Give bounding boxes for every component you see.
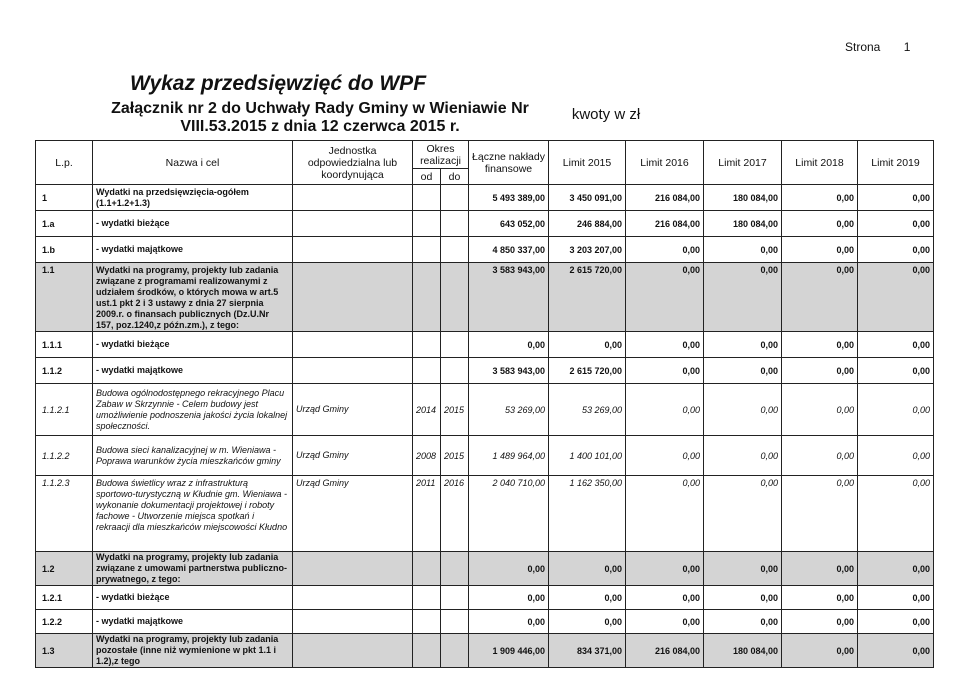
- cell-from: 2011: [413, 476, 441, 552]
- cell-total: 2 040 710,00: [469, 476, 549, 552]
- cell-from: [413, 552, 441, 586]
- table-row: [36, 586, 934, 610]
- cell-l2018: 0,00: [782, 237, 858, 263]
- cell-total: 3 583 943,00: [469, 358, 549, 384]
- cell-lp: 1.1.2.2: [36, 436, 93, 476]
- cell-from: [413, 237, 441, 263]
- cell-name: Budowa sieci kanalizacyjnej w m. Wieniawa - Poprawa warunków życia mieszkańców gminy: [93, 436, 293, 476]
- cell-lp: 1.1.2.3: [36, 476, 93, 552]
- cell-l2017: 0,00: [704, 436, 782, 476]
- cell-lp: 1.1.2: [36, 358, 93, 384]
- cell-total: 4 850 337,00: [469, 237, 549, 263]
- amount-units: kwoty w zł: [571, 106, 641, 123]
- cell-l2016: 0,00: [626, 552, 704, 586]
- cell-l2019: 0,00: [858, 634, 934, 668]
- cell-l2016: 0,00: [626, 384, 704, 436]
- cell-name: - wydatki majątkowe: [93, 358, 293, 384]
- cell-name: - wydatki bieżące: [93, 211, 293, 237]
- cell-name: - wydatki bieżące: [93, 332, 293, 358]
- cell-name: - wydatki majątkowe: [93, 237, 293, 263]
- cell-l2018: 0,00: [782, 384, 858, 436]
- cell-l2015: 2 615 720,00: [549, 358, 626, 384]
- cell-name: Wydatki na programy, projekty lub zadania związane z umowami partnerstwa publiczno-prywatnego, z tego:: [93, 552, 293, 586]
- cell-from: [413, 211, 441, 237]
- cell-to: [441, 263, 469, 332]
- cell-l2019: 0,00: [858, 185, 934, 211]
- cell-total: 1 489 964,00: [469, 436, 549, 476]
- cell-total: 53 269,00: [469, 384, 549, 436]
- cell-name: - wydatki majątkowe: [93, 610, 293, 634]
- cell-name: Budowa świetlicy wraz z infrastrukturą sportowo-turystyczną w Kłudnie gm. Wieniawa - wykonanie dokumentacji projektowej i roboty fachowe - Utworzenie miejsca spotkań i rekraacji dla mieszkańców miejscowości Kłudno: [93, 476, 293, 552]
- table-row: [36, 436, 934, 476]
- table-row: [36, 358, 934, 384]
- cell-to: [441, 634, 469, 668]
- document-title: Wykaz przedsięwzięć do WPF: [130, 72, 427, 95]
- cell-l2018: 0,00: [782, 586, 858, 610]
- cell-l2019: 0,00: [858, 358, 934, 384]
- cell-l2015: 3 203 207,00: [549, 237, 626, 263]
- cell-unit: Urząd Gminy: [293, 384, 413, 436]
- table-row: [36, 263, 934, 332]
- cell-total: 1 909 446,00: [469, 634, 549, 668]
- cell-l2018: 0,00: [782, 211, 858, 237]
- cell-l2017: 0,00: [704, 332, 782, 358]
- cell-unit: [293, 185, 413, 211]
- cell-l2018: 0,00: [782, 610, 858, 634]
- cell-from: [413, 263, 441, 332]
- cell-name: Wydatki na przedsięwzięcia-ogółem (1.1+1.2+1.3): [93, 185, 293, 211]
- cell-to: 2016: [441, 476, 469, 552]
- cell-unit: [293, 610, 413, 634]
- cell-l2019: 0,00: [858, 552, 934, 586]
- cell-lp: 1: [36, 185, 93, 211]
- cell-l2017: 180 084,00: [704, 185, 782, 211]
- table-body: [36, 185, 934, 668]
- cell-l2016: 216 084,00: [626, 211, 704, 237]
- cell-l2018: 0,00: [782, 358, 858, 384]
- cell-l2015: 53 269,00: [549, 384, 626, 436]
- cell-l2019: 0,00: [858, 610, 934, 634]
- cell-l2018: 0,00: [782, 634, 858, 668]
- cell-unit: [293, 211, 413, 237]
- cell-l2018: 0,00: [782, 332, 858, 358]
- cell-total: 0,00: [469, 552, 549, 586]
- cell-to: [441, 610, 469, 634]
- cell-l2019: 0,00: [858, 263, 934, 332]
- cell-unit: [293, 552, 413, 586]
- cell-total: 643 052,00: [469, 211, 549, 237]
- table-row: [36, 332, 934, 358]
- cell-l2016: 0,00: [626, 263, 704, 332]
- document-subtitle: Załącznik nr 2 do Uchwały Rady Gminy w Wieniawie Nr VIII.53.2015 z dnia 12 czerwca 2015 r.: [111, 100, 529, 135]
- cell-total: 0,00: [469, 332, 549, 358]
- cell-lp: 1.1.2.1: [36, 384, 93, 436]
- table-row: [36, 211, 934, 237]
- cell-total: 0,00: [469, 586, 549, 610]
- table-row: [36, 552, 934, 586]
- cell-to: [441, 211, 469, 237]
- cell-l2019: 0,00: [858, 586, 934, 610]
- cell-l2016: 0,00: [626, 332, 704, 358]
- cell-name: Wydatki na programy, projekty lub zadania pozostałe (inne niż wymienione w pkt 1.1 i 1.2),z tego: [93, 634, 293, 668]
- cell-l2016: 0,00: [626, 476, 704, 552]
- cell-lp: 1.3: [36, 634, 93, 668]
- cell-l2015: 834 371,00: [549, 634, 626, 668]
- cell-l2017: 180 084,00: [704, 634, 782, 668]
- table-row: [36, 610, 934, 634]
- cell-lp: 1.1.1: [36, 332, 93, 358]
- cell-l2016: 0,00: [626, 358, 704, 384]
- cell-l2015: 1 162 350,00: [549, 476, 626, 552]
- cell-l2016: 0,00: [626, 586, 704, 610]
- cell-to: 2015: [441, 436, 469, 476]
- cell-l2019: 0,00: [858, 332, 934, 358]
- cell-from: 2014: [413, 384, 441, 436]
- cell-l2015: 0,00: [549, 332, 626, 358]
- cell-total: 5 493 389,00: [469, 185, 549, 211]
- cell-l2017: 0,00: [704, 237, 782, 263]
- col-total: Łączne nakłady finansowe: [469, 141, 549, 185]
- cell-l2017: 0,00: [704, 384, 782, 436]
- cell-from: [413, 358, 441, 384]
- cell-from: [413, 634, 441, 668]
- cell-total: 0,00: [469, 610, 549, 634]
- cell-to: [441, 332, 469, 358]
- col-from: od: [413, 169, 441, 185]
- cell-unit: [293, 263, 413, 332]
- cell-l2016: 0,00: [626, 436, 704, 476]
- cell-from: [413, 185, 441, 211]
- cell-unit: [293, 586, 413, 610]
- cell-unit: [293, 634, 413, 668]
- page-number: [845, 40, 910, 54]
- cell-lp: 1.a: [36, 211, 93, 237]
- cell-unit: [293, 237, 413, 263]
- cell-l2015: 2 615 720,00: [549, 263, 626, 332]
- cell-to: 2015: [441, 384, 469, 436]
- col-l2016: Limit 2016: [626, 141, 704, 185]
- cell-name: - wydatki bieżące: [93, 586, 293, 610]
- cell-l2019: 0,00: [858, 211, 934, 237]
- cell-l2018: 0,00: [782, 436, 858, 476]
- cell-l2016: 0,00: [626, 237, 704, 263]
- cell-name: Budowa ogólnodostępnego rekracyjnego Placu Zabaw w Skrzynnie - Celem budowy jest umożliwienie podnoszenia jakości życia lokalnej społeczności.: [93, 384, 293, 436]
- cell-name: Wydatki na programy, projekty lub zadania związane z programami realizowanymi z udziałem środków, o których mowa w art.5 ust.1 pkt 2 i 3 ustawy z dnia 27 sierpnia 2009.r. o finansach publicznych (Dz.U.Nr 157, poz.1240,z późn.zm.), z tego:: [93, 263, 293, 332]
- cell-unit: [293, 358, 413, 384]
- page-number-value: 1: [903, 40, 911, 54]
- col-period: Okres realizacji: [413, 141, 469, 169]
- cell-from: [413, 610, 441, 634]
- cell-l2017: 180 084,00: [704, 211, 782, 237]
- cell-l2015: 246 884,00: [549, 211, 626, 237]
- cell-l2019: 0,00: [858, 237, 934, 263]
- cell-l2018: 0,00: [782, 263, 858, 332]
- cell-unit: Urząd Gminy: [293, 436, 413, 476]
- cell-to: [441, 185, 469, 211]
- page-label-text: Strona: [845, 40, 881, 54]
- col-l2018: Limit 2018: [782, 141, 858, 185]
- cell-l2016: 0,00: [626, 610, 704, 634]
- cell-l2015: 3 450 091,00: [549, 185, 626, 211]
- cell-from: [413, 332, 441, 358]
- cell-l2017: 0,00: [704, 476, 782, 552]
- cell-l2017: 0,00: [704, 358, 782, 384]
- cell-l2015: 0,00: [549, 586, 626, 610]
- wpf-table: [35, 140, 934, 668]
- header-row: [36, 141, 934, 169]
- cell-lp: 1.1: [36, 263, 93, 332]
- table-row: [36, 185, 934, 211]
- cell-l2017: 0,00: [704, 552, 782, 586]
- table-row: [36, 634, 934, 668]
- cell-l2016: 216 084,00: [626, 634, 704, 668]
- col-lp: L.p.: [36, 141, 93, 185]
- cell-l2018: 0,00: [782, 476, 858, 552]
- cell-l2017: 0,00: [704, 586, 782, 610]
- col-to: do: [441, 169, 469, 185]
- cell-from: [413, 586, 441, 610]
- cell-l2018: 0,00: [782, 185, 858, 211]
- col-unit: Jednostka odpowiedzialna lub koordynująca: [293, 141, 413, 185]
- cell-total: 3 583 943,00: [469, 263, 549, 332]
- cell-lp: 1.2.1: [36, 586, 93, 610]
- cell-lp: 1.2.2: [36, 610, 93, 634]
- table-row: [36, 384, 934, 436]
- col-l2015: Limit 2015: [549, 141, 626, 185]
- cell-lp: 1.b: [36, 237, 93, 263]
- cell-l2019: 0,00: [858, 436, 934, 476]
- cell-l2019: 0,00: [858, 476, 934, 552]
- cell-from: 2008: [413, 436, 441, 476]
- cell-lp: 1.2: [36, 552, 93, 586]
- cell-unit: Urząd Gminy: [293, 476, 413, 552]
- col-l2017: Limit 2017: [704, 141, 782, 185]
- cell-l2016: 216 084,00: [626, 185, 704, 211]
- col-name: Nazwa i cel: [93, 141, 293, 185]
- cell-unit: [293, 332, 413, 358]
- cell-l2015: 1 400 101,00: [549, 436, 626, 476]
- cell-l2018: 0,00: [782, 552, 858, 586]
- cell-l2017: 0,00: [704, 610, 782, 634]
- cell-to: [441, 552, 469, 586]
- cell-l2019: 0,00: [858, 384, 934, 436]
- cell-to: [441, 586, 469, 610]
- cell-to: [441, 358, 469, 384]
- cell-l2015: 0,00: [549, 552, 626, 586]
- table-row: [36, 476, 934, 552]
- col-l2019: Limit 2019: [858, 141, 934, 185]
- cell-l2015: 0,00: [549, 610, 626, 634]
- cell-l2017: 0,00: [704, 263, 782, 332]
- table-row: [36, 237, 934, 263]
- cell-to: [441, 237, 469, 263]
